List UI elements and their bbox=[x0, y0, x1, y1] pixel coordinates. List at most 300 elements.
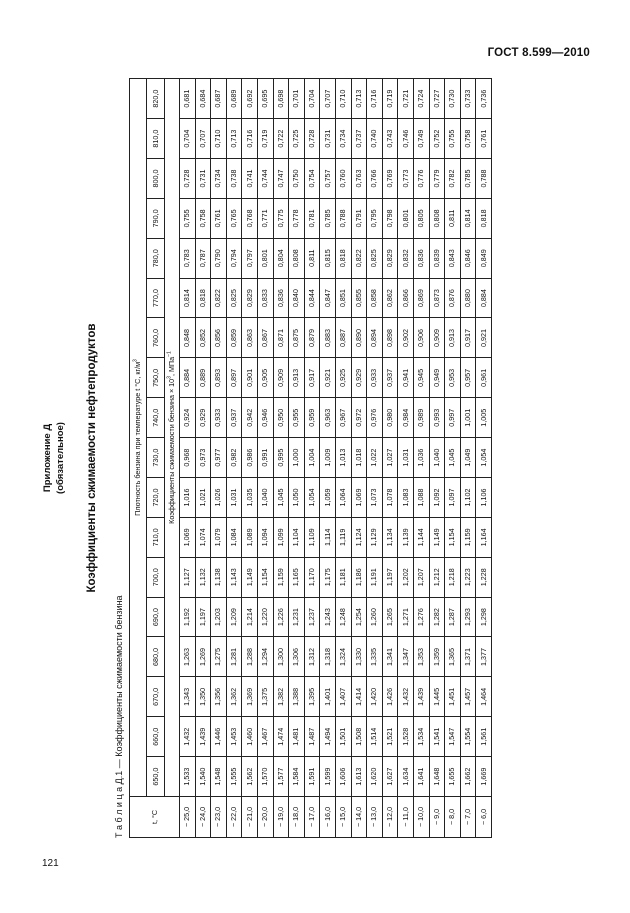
coefficient-cell: 1,648 bbox=[429, 757, 445, 797]
coefficient-cell: 0,795 bbox=[367, 198, 383, 238]
coefficient-cell: 1,149 bbox=[242, 557, 258, 597]
coefficient-cell: 0,942 bbox=[242, 398, 258, 438]
density-column-header: 780,0 bbox=[147, 238, 165, 278]
coefficient-cell: 1,069 bbox=[180, 517, 196, 557]
coefficient-cell: 0,778 bbox=[289, 198, 305, 238]
coefficient-cell: 1,022 bbox=[367, 438, 383, 478]
coefficient-cell: 0,704 bbox=[304, 79, 320, 119]
coefficient-cell: 1,420 bbox=[367, 677, 383, 717]
coefficient-cell: 1,004 bbox=[304, 438, 320, 478]
coefficient-cell: 1,432 bbox=[398, 677, 414, 717]
coefficient-header-sup2: −1 bbox=[166, 351, 173, 357]
coefficient-cell: 1,445 bbox=[429, 677, 445, 717]
coefficient-cell: 1,154 bbox=[445, 517, 461, 557]
coefficient-cell: 1,541 bbox=[429, 717, 445, 757]
coefficient-cell: 1,159 bbox=[273, 557, 289, 597]
coefficient-cell: 0,825 bbox=[367, 238, 383, 278]
density-column-header: 790,0 bbox=[147, 198, 165, 238]
coefficient-cell: 0,730 bbox=[445, 79, 461, 119]
coefficient-cell: 1,547 bbox=[445, 717, 461, 757]
coefficient-cell: 0,805 bbox=[413, 198, 429, 238]
table-row bbox=[351, 79, 367, 838]
table-caption: Т а б л и ц а Д.1 — Коэффициенты сжимаемости бензина bbox=[114, 595, 124, 838]
coefficient-cell: 1,248 bbox=[335, 597, 351, 637]
coefficient-cell: 0,913 bbox=[289, 358, 305, 398]
coefficient-cell: 0,689 bbox=[226, 79, 242, 119]
density-column-header: 810,0 bbox=[147, 119, 165, 159]
coefficient-cell: 0,725 bbox=[289, 119, 305, 159]
table-row bbox=[195, 79, 211, 838]
table-row bbox=[289, 79, 305, 838]
coefficient-cell: 1,276 bbox=[413, 597, 429, 637]
coefficient-cell: 0,771 bbox=[257, 198, 273, 238]
coefficient-cell: 1,494 bbox=[320, 717, 336, 757]
coefficient-cell: 0,755 bbox=[180, 198, 196, 238]
coefficient-cell: 0,982 bbox=[226, 438, 242, 478]
coefficient-cell: 1,324 bbox=[335, 637, 351, 677]
coefficient-cell: 0,719 bbox=[257, 119, 273, 159]
coefficient-cell: 1,175 bbox=[320, 557, 336, 597]
coefficient-cell: 0,728 bbox=[304, 119, 320, 159]
coefficient-cell: 0,989 bbox=[413, 398, 429, 438]
coefficient-cell: 1,464 bbox=[476, 677, 492, 717]
coefficient-cell: 1,013 bbox=[335, 438, 351, 478]
appendix-title: Приложение Д bbox=[42, 423, 53, 493]
coefficient-cell: 0,973 bbox=[195, 438, 211, 478]
table-row bbox=[226, 79, 242, 838]
coefficient-cell: 0,731 bbox=[195, 159, 211, 199]
coefficient-cell: 1,439 bbox=[195, 717, 211, 757]
rotated-content bbox=[22, 78, 582, 838]
table-row bbox=[335, 79, 351, 838]
coefficient-cell: 0,937 bbox=[382, 358, 398, 398]
coefficient-cell: 0,766 bbox=[367, 159, 383, 199]
coefficient-cell: 0,710 bbox=[211, 119, 227, 159]
coefficient-cell: 0,695 bbox=[257, 79, 273, 119]
coefficient-cell: 1,000 bbox=[289, 438, 305, 478]
coefficient-cell: 0,761 bbox=[476, 119, 492, 159]
coefficient-cell: 1,347 bbox=[398, 637, 414, 677]
coefficient-cell: 1,555 bbox=[226, 757, 242, 797]
coefficient-cell: 1,265 bbox=[382, 597, 398, 637]
coefficient-cell: 1,487 bbox=[304, 717, 320, 757]
coefficient-cell: 1,035 bbox=[242, 478, 258, 518]
coefficient-cell: 0,681 bbox=[180, 79, 196, 119]
coefficient-cell: 0,933 bbox=[211, 398, 227, 438]
coefficient-cell: 0,843 bbox=[445, 238, 461, 278]
coefficient-cell: 1,040 bbox=[257, 478, 273, 518]
coefficient-cell: 1,533 bbox=[180, 757, 196, 797]
coefficient-cell: 0,950 bbox=[273, 398, 289, 438]
coefficient-cell: 0,858 bbox=[367, 278, 383, 318]
density-column-header: 660,0 bbox=[147, 717, 165, 757]
coefficient-cell: 0,833 bbox=[257, 278, 273, 318]
coefficient-cell: 1,159 bbox=[460, 517, 476, 557]
coefficient-cell: 1,382 bbox=[273, 677, 289, 717]
coefficient-cell: 0,995 bbox=[273, 438, 289, 478]
coefficient-cell: 1,335 bbox=[367, 637, 383, 677]
coefficient-cell: 0,963 bbox=[320, 398, 336, 438]
coefficient-cell: 1,453 bbox=[226, 717, 242, 757]
coefficient-cell: 0,731 bbox=[320, 119, 336, 159]
coefficient-cell: 0,959 bbox=[304, 398, 320, 438]
coefficient-cell: 0,757 bbox=[320, 159, 336, 199]
coefficient-cell: 0,884 bbox=[476, 278, 492, 318]
coefficient-cell: 1,584 bbox=[289, 757, 305, 797]
coefficient-cell: 0,773 bbox=[398, 159, 414, 199]
coefficient-cell: 1,228 bbox=[476, 557, 492, 597]
coefficient-cell: 0,814 bbox=[180, 278, 196, 318]
coefficient-cell: 1,207 bbox=[413, 557, 429, 597]
temperature-cell: − 13,0 bbox=[367, 797, 383, 838]
coefficient-cell: 0,875 bbox=[289, 318, 305, 358]
coefficient-cell: 0,785 bbox=[460, 159, 476, 199]
coefficient-cell: 0,902 bbox=[398, 318, 414, 358]
coefficient-cell: 1,214 bbox=[242, 597, 258, 637]
coefficient-cell: 1,395 bbox=[304, 677, 320, 717]
coefficient-cell: 1,132 bbox=[195, 557, 211, 597]
coefficient-cell: 1,005 bbox=[476, 398, 492, 438]
coefficient-cell: 0,788 bbox=[476, 159, 492, 199]
coefficient-cell: 1,271 bbox=[398, 597, 414, 637]
coefficient-cell: 0,698 bbox=[273, 79, 289, 119]
coefficient-cell: 0,822 bbox=[351, 238, 367, 278]
coefficient-cell: 0,909 bbox=[429, 318, 445, 358]
temperature-cell: − 6,0 bbox=[476, 797, 492, 838]
coefficient-cell: 0,710 bbox=[335, 79, 351, 119]
table-row bbox=[382, 79, 398, 838]
coefficient-cell: 1,514 bbox=[367, 717, 383, 757]
coefficient-cell: 1,129 bbox=[367, 517, 383, 557]
coefficient-cell: 1,149 bbox=[429, 517, 445, 557]
coefficient-cell: 0,884 bbox=[180, 358, 196, 398]
temperature-cell: − 21,0 bbox=[242, 797, 258, 838]
temperature-cell: − 19,0 bbox=[273, 797, 289, 838]
coefficient-cell: 0,815 bbox=[320, 238, 336, 278]
density-column-header: 690,0 bbox=[147, 597, 165, 637]
coefficient-cell: 1,181 bbox=[335, 557, 351, 597]
coefficient-cell: 0,741 bbox=[242, 159, 258, 199]
coefficient-cell: 0,946 bbox=[257, 398, 273, 438]
coefficient-cell: 0,818 bbox=[476, 198, 492, 238]
coefficient-cell: 0,737 bbox=[351, 119, 367, 159]
coefficient-cell: 1,655 bbox=[445, 757, 461, 797]
coefficient-cell: 1,508 bbox=[351, 717, 367, 757]
coefficient-cell: 1,031 bbox=[226, 478, 242, 518]
coefficient-cell: 0,921 bbox=[320, 358, 336, 398]
coefficient-cell: 0,760 bbox=[335, 159, 351, 199]
coefficient-cell: 1,528 bbox=[398, 717, 414, 757]
coefficient-cell: 0,779 bbox=[429, 159, 445, 199]
coefficient-cell: 0,763 bbox=[351, 159, 367, 199]
coefficient-cell: 1,031 bbox=[398, 438, 414, 478]
coefficient-cell: 0,721 bbox=[398, 79, 414, 119]
coefficient-cell: 1,154 bbox=[257, 557, 273, 597]
coefficient-cell: 1,079 bbox=[211, 517, 227, 557]
table-row bbox=[211, 79, 227, 838]
coefficient-cell: 1,083 bbox=[398, 478, 414, 518]
coefficient-cell: 0,880 bbox=[460, 278, 476, 318]
temperature-cell: − 8,0 bbox=[445, 797, 461, 838]
coefficient-cell: 1,260 bbox=[367, 597, 383, 637]
density-column-header: 750,0 bbox=[147, 358, 165, 398]
coefficient-cell: 0,719 bbox=[382, 79, 398, 119]
coefficient-cell: 0,782 bbox=[445, 159, 461, 199]
coefficient-cell: 1,226 bbox=[273, 597, 289, 637]
density-column-header: 670,0 bbox=[147, 677, 165, 717]
coefficient-cell: 1,054 bbox=[304, 478, 320, 518]
coefficient-cell: 1,521 bbox=[382, 717, 398, 757]
coefficient-cell: 1,099 bbox=[273, 517, 289, 557]
coefficient-cell: 0,776 bbox=[413, 159, 429, 199]
table-row bbox=[413, 79, 429, 838]
coefficient-cell: 0,844 bbox=[304, 278, 320, 318]
coefficient-cell: 1,281 bbox=[226, 637, 242, 677]
coefficient-cell: 0,901 bbox=[242, 358, 258, 398]
page-number: 121 bbox=[42, 858, 59, 869]
coefficient-cell: 1,106 bbox=[476, 478, 492, 518]
coefficient-cell: 0,749 bbox=[413, 119, 429, 159]
compressibility-table bbox=[129, 78, 492, 838]
coefficient-cell: 0,991 bbox=[257, 438, 273, 478]
coefficient-cell: 0,863 bbox=[242, 318, 258, 358]
coefficient-cell: 0,801 bbox=[257, 238, 273, 278]
table-row bbox=[180, 79, 196, 838]
coefficient-cell: 0,917 bbox=[304, 358, 320, 398]
temperature-cell: − 7,0 bbox=[460, 797, 476, 838]
coefficient-cell: 1,064 bbox=[335, 478, 351, 518]
coefficient-cell: 0,787 bbox=[195, 238, 211, 278]
appendix-status: (обязательное) bbox=[55, 422, 66, 494]
coefficient-cell: 1,359 bbox=[429, 637, 445, 677]
temperature-cell: − 25,0 bbox=[180, 797, 196, 838]
coefficient-cell: 1,203 bbox=[211, 597, 227, 637]
coefficient-cell: 0,977 bbox=[211, 438, 227, 478]
coefficient-cell: 1,439 bbox=[413, 677, 429, 717]
coefficient-cell: 1,170 bbox=[304, 557, 320, 597]
temperature-cell: − 24,0 bbox=[195, 797, 211, 838]
coefficient-cell: 1,197 bbox=[195, 597, 211, 637]
table-row bbox=[273, 79, 289, 838]
coefficient-cell: 1,401 bbox=[320, 677, 336, 717]
coefficient-cell: 1,457 bbox=[460, 677, 476, 717]
coefficient-cell: 1,209 bbox=[226, 597, 242, 637]
coefficient-cell: 1,330 bbox=[351, 637, 367, 677]
coefficient-cell: 0,754 bbox=[304, 159, 320, 199]
coefficient-cell: 1,144 bbox=[413, 517, 429, 557]
table-row bbox=[476, 79, 492, 838]
temperature-cell: − 9,0 bbox=[429, 797, 445, 838]
coefficient-cell: 1,561 bbox=[476, 717, 492, 757]
coefficient-cell: 1,634 bbox=[398, 757, 414, 797]
coefficient-cell: 0,836 bbox=[273, 278, 289, 318]
coefficient-cell: 1,223 bbox=[460, 557, 476, 597]
coefficient-cell: 0,684 bbox=[195, 79, 211, 119]
coefficient-cell: 1,669 bbox=[476, 757, 492, 797]
coefficient-cell: 1,306 bbox=[289, 637, 305, 677]
coefficient-cell: 0,972 bbox=[351, 398, 367, 438]
coefficient-cell: 1,294 bbox=[257, 637, 273, 677]
coefficient-cell: 1,554 bbox=[460, 717, 476, 757]
coefficient-cell: 0,945 bbox=[413, 358, 429, 398]
coefficient-cell: 0,785 bbox=[320, 198, 336, 238]
coefficient-cell: 1,263 bbox=[180, 637, 196, 677]
coefficient-cell: 0,687 bbox=[211, 79, 227, 119]
coefficient-cell: 0,849 bbox=[476, 238, 492, 278]
coefficient-cell: 0,873 bbox=[429, 278, 445, 318]
coefficient-cell: 0,953 bbox=[445, 358, 461, 398]
coefficient-cell: 1,369 bbox=[242, 677, 258, 717]
density-column-header: 770,0 bbox=[147, 278, 165, 318]
coefficient-cell: 0,859 bbox=[226, 318, 242, 358]
coefficient-cell: 1,026 bbox=[211, 478, 227, 518]
density-column-header: 650,0 bbox=[147, 757, 165, 797]
temperature-header: t, °С bbox=[130, 797, 180, 838]
coefficient-cell: 1,243 bbox=[320, 597, 336, 637]
coefficient-cell: 1,018 bbox=[351, 438, 367, 478]
density-column-header: 820,0 bbox=[147, 79, 165, 119]
temperature-cell: − 12,0 bbox=[382, 797, 398, 838]
coefficient-cell: 1,662 bbox=[460, 757, 476, 797]
density-column-header: 710,0 bbox=[147, 517, 165, 557]
coefficient-cell: 1,138 bbox=[211, 557, 227, 597]
coefficient-cell: 1,534 bbox=[413, 717, 429, 757]
coefficient-cell: 1,027 bbox=[382, 438, 398, 478]
table-body bbox=[180, 79, 492, 838]
coefficient-cell: 0,797 bbox=[242, 238, 258, 278]
table-row bbox=[367, 79, 383, 838]
coefficient-cell: 1,269 bbox=[195, 637, 211, 677]
coefficient-cell: 0,846 bbox=[460, 238, 476, 278]
coefficient-cell: 0,851 bbox=[335, 278, 351, 318]
table-row bbox=[304, 79, 320, 838]
coefficient-cell: 0,832 bbox=[398, 238, 414, 278]
coefficient-cell: 0,879 bbox=[304, 318, 320, 358]
density-header-sup: 3 bbox=[132, 359, 139, 362]
coefficient-cell: 1,343 bbox=[180, 677, 196, 717]
coefficient-cell: 0,716 bbox=[367, 79, 383, 119]
table-row bbox=[445, 79, 461, 838]
coefficient-cell: 0,957 bbox=[460, 358, 476, 398]
coefficient-cell: 1,143 bbox=[226, 557, 242, 597]
density-column-header: 720,0 bbox=[147, 478, 165, 518]
coefficient-cell: 1,312 bbox=[304, 637, 320, 677]
coefficient-cell: 0,898 bbox=[382, 318, 398, 358]
coefficient-cell: 0,967 bbox=[335, 398, 351, 438]
temperature-cell: − 22,0 bbox=[226, 797, 242, 838]
coefficient-cell: 0,906 bbox=[413, 318, 429, 358]
coefficient-cell: 0,984 bbox=[398, 398, 414, 438]
coefficient-cell: 0,713 bbox=[226, 119, 242, 159]
density-header-text: Плотность бензина при температуре t °С, кг/м bbox=[133, 361, 142, 516]
coefficient-cell: 0,883 bbox=[320, 318, 336, 358]
coefficient-cell: 0,733 bbox=[460, 79, 476, 119]
coefficient-cell: 1,620 bbox=[367, 757, 383, 797]
coefficient-cell: 1,016 bbox=[180, 478, 196, 518]
coefficient-cell: 0,736 bbox=[476, 79, 492, 119]
coefficient-cell: 0,811 bbox=[445, 198, 461, 238]
temperature-cell: − 10,0 bbox=[413, 797, 429, 838]
temperature-cell: − 17,0 bbox=[304, 797, 320, 838]
coefficient-cell: 0,740 bbox=[367, 119, 383, 159]
coefficient-cell: 1,192 bbox=[180, 597, 196, 637]
coefficient-cell: 1,036 bbox=[413, 438, 429, 478]
coefficient-cell: 0,747 bbox=[273, 159, 289, 199]
coefficient-header-unit: , МПа bbox=[167, 356, 176, 377]
coefficient-cell: 0,897 bbox=[226, 358, 242, 398]
coefficient-cell: 0,781 bbox=[304, 198, 320, 238]
coefficient-cell: 0,791 bbox=[351, 198, 367, 238]
coefficient-cell: 1,350 bbox=[195, 677, 211, 717]
coefficient-cell: 1,474 bbox=[273, 717, 289, 757]
coefficient-cell: 1,049 bbox=[460, 438, 476, 478]
coefficient-cell: 1,074 bbox=[195, 517, 211, 557]
temperature-cell: − 15,0 bbox=[335, 797, 351, 838]
coefficient-cell: 1,481 bbox=[289, 717, 305, 757]
coefficient-cell: 1,054 bbox=[476, 438, 492, 478]
coefficient-cell: 1,237 bbox=[304, 597, 320, 637]
coefficient-cell: 0,894 bbox=[367, 318, 383, 358]
coefficient-cell: 1,127 bbox=[180, 557, 196, 597]
temperature-cell: − 14,0 bbox=[351, 797, 367, 838]
coefficient-cell: 1,371 bbox=[460, 637, 476, 677]
density-column-header: 760,0 bbox=[147, 318, 165, 358]
coefficient-cell: 1,165 bbox=[289, 557, 305, 597]
coefficient-cell: 1,045 bbox=[445, 438, 461, 478]
coefficient-cell: 1,341 bbox=[382, 637, 398, 677]
coefficient-cell: 0,727 bbox=[429, 79, 445, 119]
coefficient-cell: 1,094 bbox=[257, 517, 273, 557]
coefficient-cell: 1,377 bbox=[476, 637, 492, 677]
coefficient-cell: 1,501 bbox=[335, 717, 351, 757]
coefficient-cell: 0,769 bbox=[382, 159, 398, 199]
coefficient-cell: 0,848 bbox=[180, 318, 196, 358]
coefficient-cell: 0,804 bbox=[273, 238, 289, 278]
coefficient-cell: 1,045 bbox=[273, 478, 289, 518]
coefficient-cell: 1,191 bbox=[367, 557, 383, 597]
coefficient-header bbox=[165, 79, 180, 797]
coefficient-cell: 0,743 bbox=[382, 119, 398, 159]
coefficient-cell: 0,752 bbox=[429, 119, 445, 159]
coefficient-cell: 0,893 bbox=[211, 358, 227, 398]
coefficient-cell: 1,467 bbox=[257, 717, 273, 757]
table-row bbox=[257, 79, 273, 838]
temperature-cell: − 16,0 bbox=[320, 797, 336, 838]
density-row bbox=[147, 79, 165, 838]
coefficient-cell: 0,847 bbox=[320, 278, 336, 318]
coefficient-cell: 1,114 bbox=[320, 517, 336, 557]
coefficient-cell: 1,298 bbox=[476, 597, 492, 637]
coefficient-cell: 0,701 bbox=[289, 79, 305, 119]
table-row bbox=[320, 79, 336, 838]
coefficient-cell: 1,119 bbox=[335, 517, 351, 557]
coefficient-cell: 1,426 bbox=[382, 677, 398, 717]
coefficient-cell: 0,933 bbox=[367, 358, 383, 398]
coefficient-cell: 0,862 bbox=[382, 278, 398, 318]
coefficient-cell: 0,808 bbox=[289, 238, 305, 278]
coefficient-cell: 1,446 bbox=[211, 717, 227, 757]
coefficient-cell: 0,829 bbox=[382, 238, 398, 278]
coefficient-cell: 1,460 bbox=[242, 717, 258, 757]
coefficient-cell: 0,811 bbox=[304, 238, 320, 278]
coefficient-cell: 1,293 bbox=[460, 597, 476, 637]
coefficient-cell: 1,102 bbox=[460, 478, 476, 518]
coefficient-cell: 1,365 bbox=[445, 637, 461, 677]
coefficient-cell: 0,855 bbox=[351, 278, 367, 318]
coefficient-cell: 1,050 bbox=[289, 478, 305, 518]
coefficient-cell: 0,871 bbox=[273, 318, 289, 358]
density-group-header bbox=[130, 79, 147, 797]
